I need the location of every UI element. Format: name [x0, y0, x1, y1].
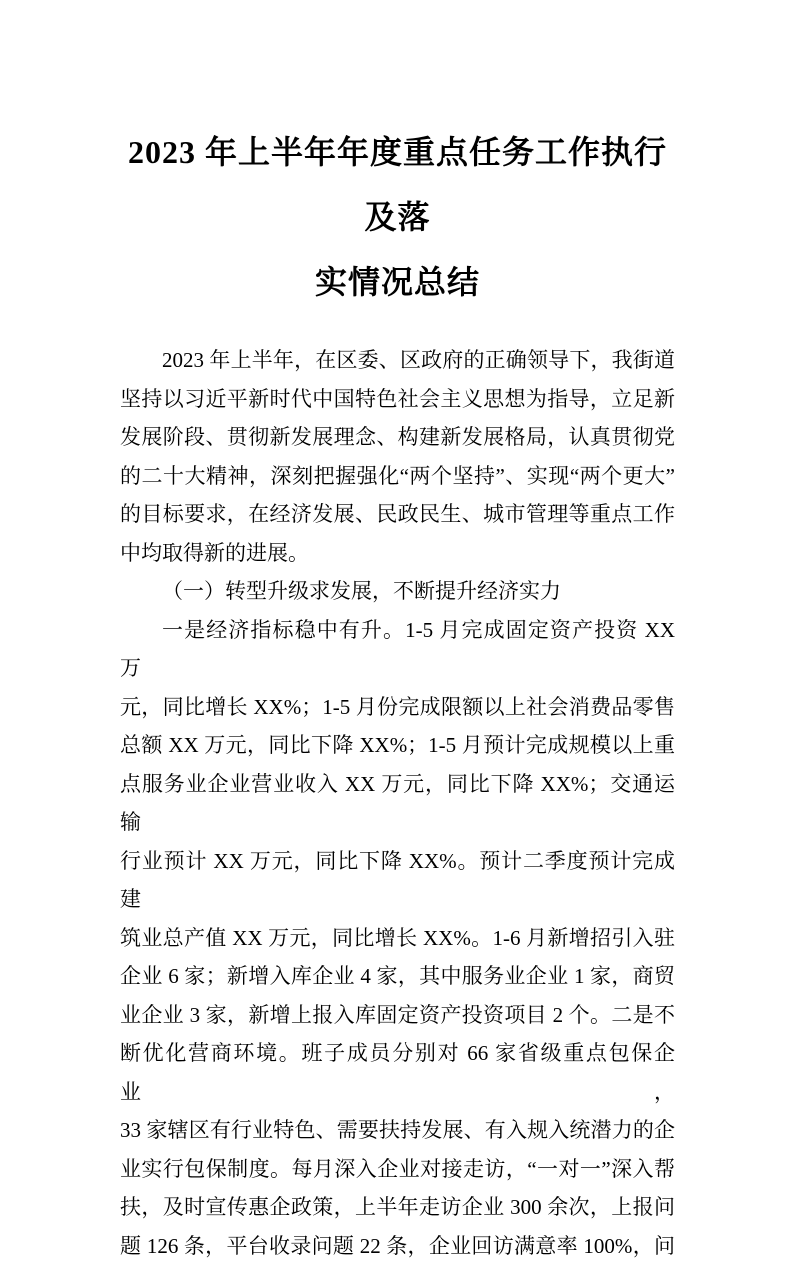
- paragraph: [120, 341, 675, 572]
- text-line: 33 家辖区有行业特色、需要扶持发展、有入规入统潜力的企: [120, 1111, 675, 1150]
- text-line: 坚持以习近平新时代中国特色社会主义思想为指导，立足新: [120, 380, 675, 419]
- text-line: 的目标要求，在经济发展、民政民生、城市管理等重点工作: [120, 495, 675, 534]
- text-line: 中均取得新的进展。: [120, 534, 675, 573]
- title-line: 实情况总结: [120, 250, 675, 315]
- text-line: 企业 6 家；新增入库企业 4 家，其中服务业企业 1 家，商贸: [120, 957, 675, 996]
- text-line: 题 126 条，平台收录问题 22 条，企业回访满意率 100%，问: [120, 1227, 675, 1265]
- title-line: 2023 年上半年年度重点任务工作执行及落: [120, 120, 675, 250]
- text-line: 业企业 3 家，新增上报入库固定资产投资项目 2 个。二是不: [120, 996, 675, 1035]
- text-line: 元，同比增长 XX%；1-5 月份完成限额以上社会消费品零售: [120, 688, 675, 727]
- text-line: 2023 年上半年，在区委、区政府的正确领导下，我街道: [120, 341, 675, 380]
- text-line: 一是经济指标稳中有升。1-5 月完成固定资产投资 XX 万: [120, 611, 675, 688]
- text-line: 的二十大精神，深刻把握强化“两个坚持”、实现“两个更大”: [120, 457, 675, 496]
- text-line: 筑业总产值 XX 万元，同比增长 XX%。1-6 月新增招引入驻: [120, 919, 675, 958]
- text-line: 断优化营商环境。班子成员分别对 66 家省级重点包保企业，: [120, 1034, 675, 1111]
- text-line: 业实行包保制度。每月深入企业对接走访，“一对一”深入帮: [120, 1150, 675, 1189]
- text-line: （一）转型升级求发展，不断提升经济实力: [120, 572, 675, 611]
- document-title: [120, 120, 675, 315]
- paragraph: [120, 611, 675, 1265]
- section-heading: [120, 572, 675, 611]
- text-line: 行业预计 XX 万元，同比下降 XX%。预计二季度预计完成建: [120, 842, 675, 919]
- document-body: [120, 341, 675, 1265]
- text-line: 点服务业企业营业收入 XX 万元，同比下降 XX%；交通运输: [120, 765, 675, 842]
- text-line: 扶，及时宣传惠企政策，上半年走访企业 300 余次，上报问: [120, 1188, 675, 1227]
- text-line: 发展阶段、贯彻新发展理念、构建新发展格局，认真贯彻党: [120, 418, 675, 457]
- text-line: 总额 XX 万元，同比下降 XX%；1-5 月预计完成规模以上重: [120, 726, 675, 765]
